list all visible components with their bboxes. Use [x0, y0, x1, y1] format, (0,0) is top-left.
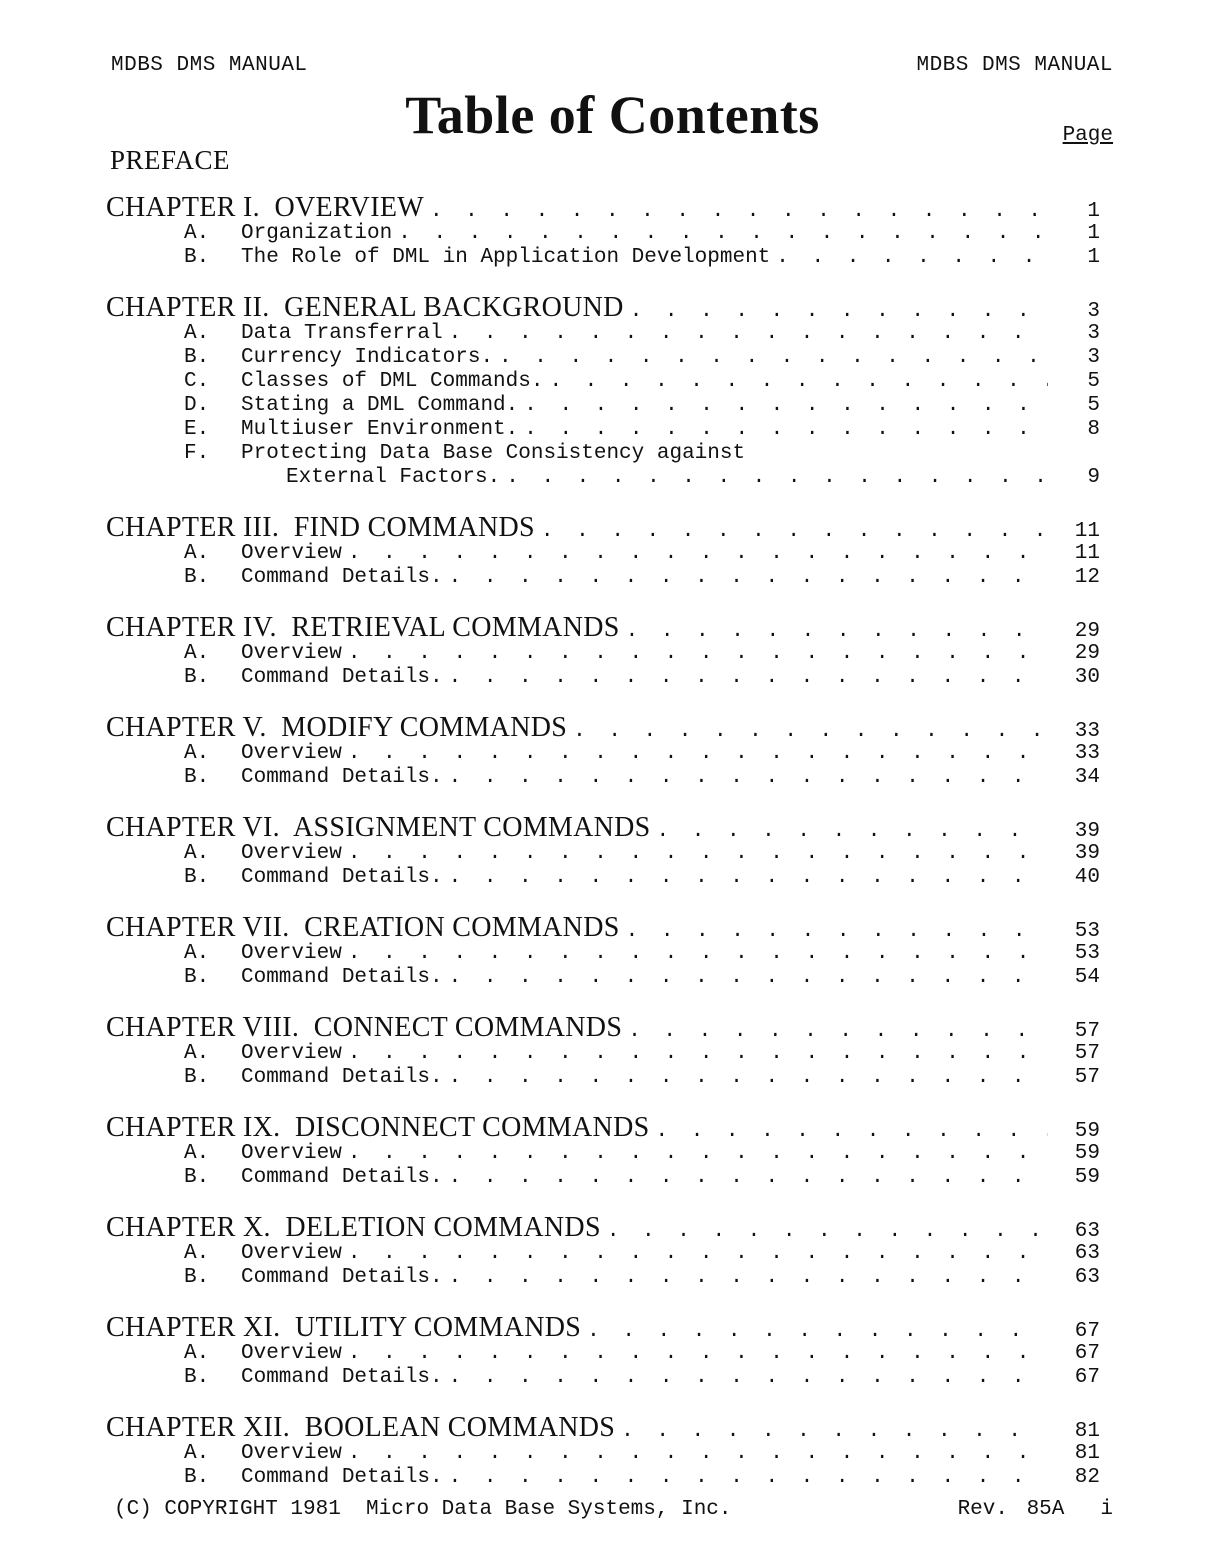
toc-section-line	[106, 1066, 1106, 1090]
chapter-page-number: 11	[1074, 520, 1100, 542]
footer-right	[958, 1498, 1113, 1521]
chapter-page-number: 67	[1074, 1320, 1100, 1342]
section-page-number: 30	[1074, 666, 1100, 689]
toc-section-line	[106, 566, 1106, 590]
section-page-number: 3	[1087, 322, 1100, 345]
section-title: Command Details.	[241, 1366, 443, 1389]
dot-leader	[601, 1220, 1048, 1242]
section-title: Overview	[241, 1342, 342, 1365]
toc-chapter	[0, 1112, 1225, 1190]
toc-section-line	[106, 842, 1106, 866]
toc-chapter	[0, 292, 1225, 490]
section-page-number: 40	[1074, 866, 1100, 889]
toc-section-line	[106, 542, 1106, 566]
section-letter: B.	[184, 666, 210, 689]
toc-section-line	[106, 1242, 1106, 1266]
toc-section-line	[106, 1166, 1106, 1190]
section-page-number: 81	[1074, 1442, 1100, 1465]
section-letter: B.	[184, 766, 210, 789]
section-title: Currency Indicators.	[241, 346, 494, 369]
toc-chapter	[0, 1412, 1225, 1490]
toc-chapter	[0, 812, 1225, 890]
dot-leader	[615, 1420, 1048, 1442]
toc-chapter-line	[106, 192, 1106, 222]
dot-leader	[342, 742, 1048, 765]
dot-leader	[543, 370, 1048, 393]
dot-leader	[342, 1142, 1048, 1165]
section-page-number: 63	[1074, 1266, 1100, 1289]
header-left: MDBS DMS MANUAL	[111, 54, 308, 77]
section-letter: B.	[184, 1066, 210, 1089]
section-title: Organization	[241, 222, 393, 245]
toc-section-line	[106, 418, 1106, 442]
section-page-number: 9	[1087, 466, 1100, 489]
dot-leader	[443, 322, 1048, 345]
toc-section-line	[106, 642, 1106, 666]
toc-section-line	[106, 966, 1106, 990]
section-page-number: 5	[1087, 394, 1100, 417]
dot-leader	[651, 820, 1048, 842]
dot-leader	[443, 1166, 1048, 1189]
toc-chapter	[0, 712, 1225, 790]
section-title: Data Transferral	[241, 322, 443, 345]
section-page-number: 1	[1087, 246, 1100, 269]
page-column-label: Page	[1062, 124, 1113, 147]
toc-section-line	[106, 1142, 1106, 1166]
section-title: Overview	[241, 1042, 342, 1065]
section-letter: A.	[184, 842, 210, 865]
toc-chapter-line	[106, 612, 1106, 642]
toc-section-line	[106, 370, 1106, 394]
section-letter: A.	[184, 942, 210, 965]
toc-section-line-continued	[106, 466, 1106, 490]
section-title-continued: External Factors.	[286, 466, 501, 489]
dot-leader	[624, 300, 1048, 322]
toc-chapter	[0, 192, 1225, 270]
section-page-number: 67	[1074, 1366, 1100, 1389]
dot-leader	[392, 222, 1048, 245]
section-title: Overview	[241, 942, 342, 965]
footer-page-number: i	[1100, 1498, 1113, 1521]
dot-leader	[581, 1320, 1048, 1342]
chapter-title: CHAPTER VIII. CONNECT COMMANDS	[106, 1012, 623, 1042]
section-letter: A.	[184, 1142, 210, 1165]
section-page-number: 29	[1074, 642, 1100, 665]
dot-leader	[770, 246, 1048, 269]
section-title: Overview	[241, 542, 342, 565]
section-letter: A.	[184, 322, 210, 345]
chapter-title: CHAPTER IV. RETRIEVAL COMMANDS	[106, 612, 620, 642]
section-letter: A.	[184, 222, 210, 245]
toc-section-line	[106, 942, 1106, 966]
toc-chapter-line	[106, 1012, 1106, 1042]
section-letter: B.	[184, 566, 210, 589]
section-letter: B.	[184, 866, 210, 889]
dot-leader	[443, 566, 1048, 589]
section-page-number: 82	[1074, 1466, 1100, 1489]
toc-chapter-line	[106, 712, 1106, 742]
toc-section-line	[106, 1342, 1106, 1366]
dot-leader	[443, 666, 1048, 689]
section-title: Command Details.	[241, 966, 443, 989]
section-title: Overview	[241, 842, 342, 865]
section-letter: A.	[184, 1342, 210, 1365]
dot-leader	[342, 642, 1048, 665]
chapter-page-number: 53	[1074, 920, 1100, 942]
section-letter: B.	[184, 1466, 210, 1489]
section-letter: A.	[184, 1442, 210, 1465]
dot-leader	[622, 1020, 1048, 1042]
section-page-number: 59	[1074, 1142, 1100, 1165]
section-letter: A.	[184, 1242, 210, 1265]
toc-section-line	[106, 742, 1106, 766]
section-letter: F.	[184, 442, 210, 465]
dot-leader	[443, 1466, 1048, 1489]
toc-section-line	[106, 1466, 1106, 1490]
toc-chapter-line	[106, 1112, 1106, 1142]
dot-leader	[518, 394, 1048, 417]
toc-chapter	[0, 912, 1225, 990]
dot-leader	[443, 1266, 1048, 1289]
dot-leader	[342, 942, 1048, 965]
chapter-page-number: 57	[1074, 1020, 1100, 1042]
section-page-number: 11	[1074, 542, 1100, 565]
chapter-title: CHAPTER XII. BOOLEAN COMMANDS	[106, 1412, 616, 1442]
section-title: Overview	[241, 1142, 342, 1165]
section-title: Command Details.	[241, 1066, 443, 1089]
section-title: Overview	[241, 1242, 342, 1265]
section-title: Command Details.	[241, 1266, 443, 1289]
chapter-title: CHAPTER III. FIND COMMANDS	[106, 512, 535, 542]
toc-chapter-line	[106, 1412, 1106, 1442]
chapter-page-number: 1	[1087, 200, 1100, 222]
section-letter: B.	[184, 966, 210, 989]
toc-section-line	[106, 394, 1106, 418]
toc-section-line	[106, 1266, 1106, 1290]
toc-chapter-line	[106, 1312, 1106, 1342]
toc-chapter	[0, 1212, 1225, 1290]
section-page-number: 12	[1074, 566, 1100, 589]
toc-section-line	[106, 666, 1106, 690]
toc-section-line	[106, 246, 1106, 270]
dot-leader	[443, 766, 1048, 789]
dot-leader	[443, 1066, 1048, 1089]
section-title: Overview	[241, 1442, 342, 1465]
dot-leader	[342, 1442, 1048, 1465]
section-title: Classes of DML Commands.	[241, 370, 544, 393]
dot-leader	[443, 966, 1048, 989]
dot-leader	[443, 866, 1048, 889]
chapter-page-number: 3	[1087, 300, 1100, 322]
toc-preface: PREFACE	[110, 145, 231, 175]
toc-chapter	[0, 512, 1225, 590]
dot-leader	[342, 1042, 1048, 1065]
toc-section-line	[106, 442, 1106, 466]
table-of-contents	[0, 192, 1225, 1512]
dot-leader	[535, 520, 1048, 542]
chapter-title: CHAPTER XI. UTILITY COMMANDS	[106, 1312, 582, 1342]
footer-copyright: (C) COPYRIGHT 1981 Micro Data Base Systems, Inc.	[114, 1498, 732, 1521]
section-title: Overview	[241, 742, 342, 765]
chapter-page-number: 63	[1074, 1220, 1100, 1242]
section-letter: A.	[184, 742, 210, 765]
page-title: Table of Contents	[405, 85, 820, 145]
toc-section-line	[106, 766, 1106, 790]
toc-chapter-line	[106, 512, 1106, 542]
section-letter: A.	[184, 642, 210, 665]
section-page-number: 1	[1087, 222, 1100, 245]
section-page-number: 54	[1074, 966, 1100, 989]
section-title: Command Details.	[241, 1166, 443, 1189]
chapter-page-number: 39	[1074, 820, 1100, 842]
section-page-number: 8	[1087, 418, 1100, 441]
toc-chapter	[0, 1012, 1225, 1090]
section-title: Stating a DML Command.	[241, 394, 519, 417]
section-page-number: 59	[1074, 1166, 1100, 1189]
section-title: Protecting Data Base Consistency against	[241, 442, 746, 465]
section-title: Command Details.	[241, 666, 443, 689]
dot-leader	[620, 620, 1048, 642]
chapter-title: CHAPTER IX. DISCONNECT COMMANDS	[106, 1112, 650, 1142]
toc-section-line	[106, 322, 1106, 346]
chapter-title: CHAPTER II. GENERAL BACKGROUND	[106, 292, 624, 322]
toc-section-line	[106, 1442, 1106, 1466]
toc-section-line	[106, 1042, 1106, 1066]
section-title: Command Details.	[241, 866, 443, 889]
toc-chapter	[0, 612, 1225, 690]
dot-leader	[342, 1242, 1048, 1265]
dot-leader	[342, 842, 1048, 865]
chapter-title: CHAPTER I. OVERVIEW	[106, 192, 424, 222]
chapter-page-number: 59	[1074, 1120, 1100, 1142]
section-letter: B.	[184, 1166, 210, 1189]
section-title: Command Details.	[241, 766, 443, 789]
chapter-page-number: 33	[1074, 720, 1100, 742]
toc-chapter-line	[106, 292, 1106, 322]
dot-leader	[342, 542, 1048, 565]
dot-leader	[342, 1342, 1048, 1365]
section-page-number: 3	[1087, 346, 1100, 369]
section-letter: A.	[184, 542, 210, 565]
section-page-number: 34	[1074, 766, 1100, 789]
section-title: Multiuser Environment.	[241, 418, 519, 441]
section-title: Overview	[241, 642, 342, 665]
chapter-title: CHAPTER VI. ASSIGNMENT COMMANDS	[106, 812, 651, 842]
toc-chapter-line	[106, 912, 1106, 942]
header-right: MDBS DMS MANUAL	[916, 54, 1113, 77]
section-letter: A.	[184, 1042, 210, 1065]
section-letter: E.	[184, 418, 210, 441]
section-title: Command Details.	[241, 566, 443, 589]
dot-leader	[518, 418, 1048, 441]
chapter-page-number: 29	[1074, 620, 1100, 642]
section-letter: C.	[184, 370, 210, 393]
section-letter: B.	[184, 346, 210, 369]
dot-leader	[567, 720, 1048, 742]
section-title: Command Details.	[241, 1466, 443, 1489]
toc-chapter	[0, 1312, 1225, 1390]
dot-leader	[500, 466, 1048, 489]
section-title: The Role of DML in Application Development	[241, 246, 771, 269]
chapter-title: CHAPTER VII. CREATION COMMANDS	[106, 912, 620, 942]
footer-revision: Rev. 85A	[957, 1498, 1065, 1521]
toc-section-line	[106, 346, 1106, 370]
section-page-number: 57	[1074, 1066, 1100, 1089]
toc-section-line	[106, 866, 1106, 890]
section-letter: B.	[184, 1266, 210, 1289]
section-letter: D.	[184, 394, 210, 417]
section-page-number: 63	[1074, 1242, 1100, 1265]
section-letter: B.	[184, 246, 210, 269]
dot-leader	[443, 1366, 1048, 1389]
section-page-number: 33	[1074, 742, 1100, 765]
dot-leader	[424, 200, 1048, 222]
chapter-title: CHAPTER V. MODIFY COMMANDS	[106, 712, 568, 742]
section-page-number: 5	[1087, 370, 1100, 393]
toc-chapter-line	[106, 812, 1106, 842]
section-page-number: 57	[1074, 1042, 1100, 1065]
toc-section-line	[106, 1366, 1106, 1390]
toc-section-line	[106, 222, 1106, 246]
section-page-number: 67	[1074, 1342, 1100, 1365]
dot-leader	[620, 920, 1048, 942]
chapter-page-number: 81	[1074, 1420, 1100, 1442]
section-letter: B.	[184, 1366, 210, 1389]
toc-chapter-line	[106, 1212, 1106, 1242]
dot-leader	[649, 1120, 1048, 1142]
section-page-number: 53	[1074, 942, 1100, 965]
chapter-title: CHAPTER X. DELETION COMMANDS	[106, 1212, 601, 1242]
section-page-number: 39	[1074, 842, 1100, 865]
dot-leader	[493, 346, 1048, 369]
